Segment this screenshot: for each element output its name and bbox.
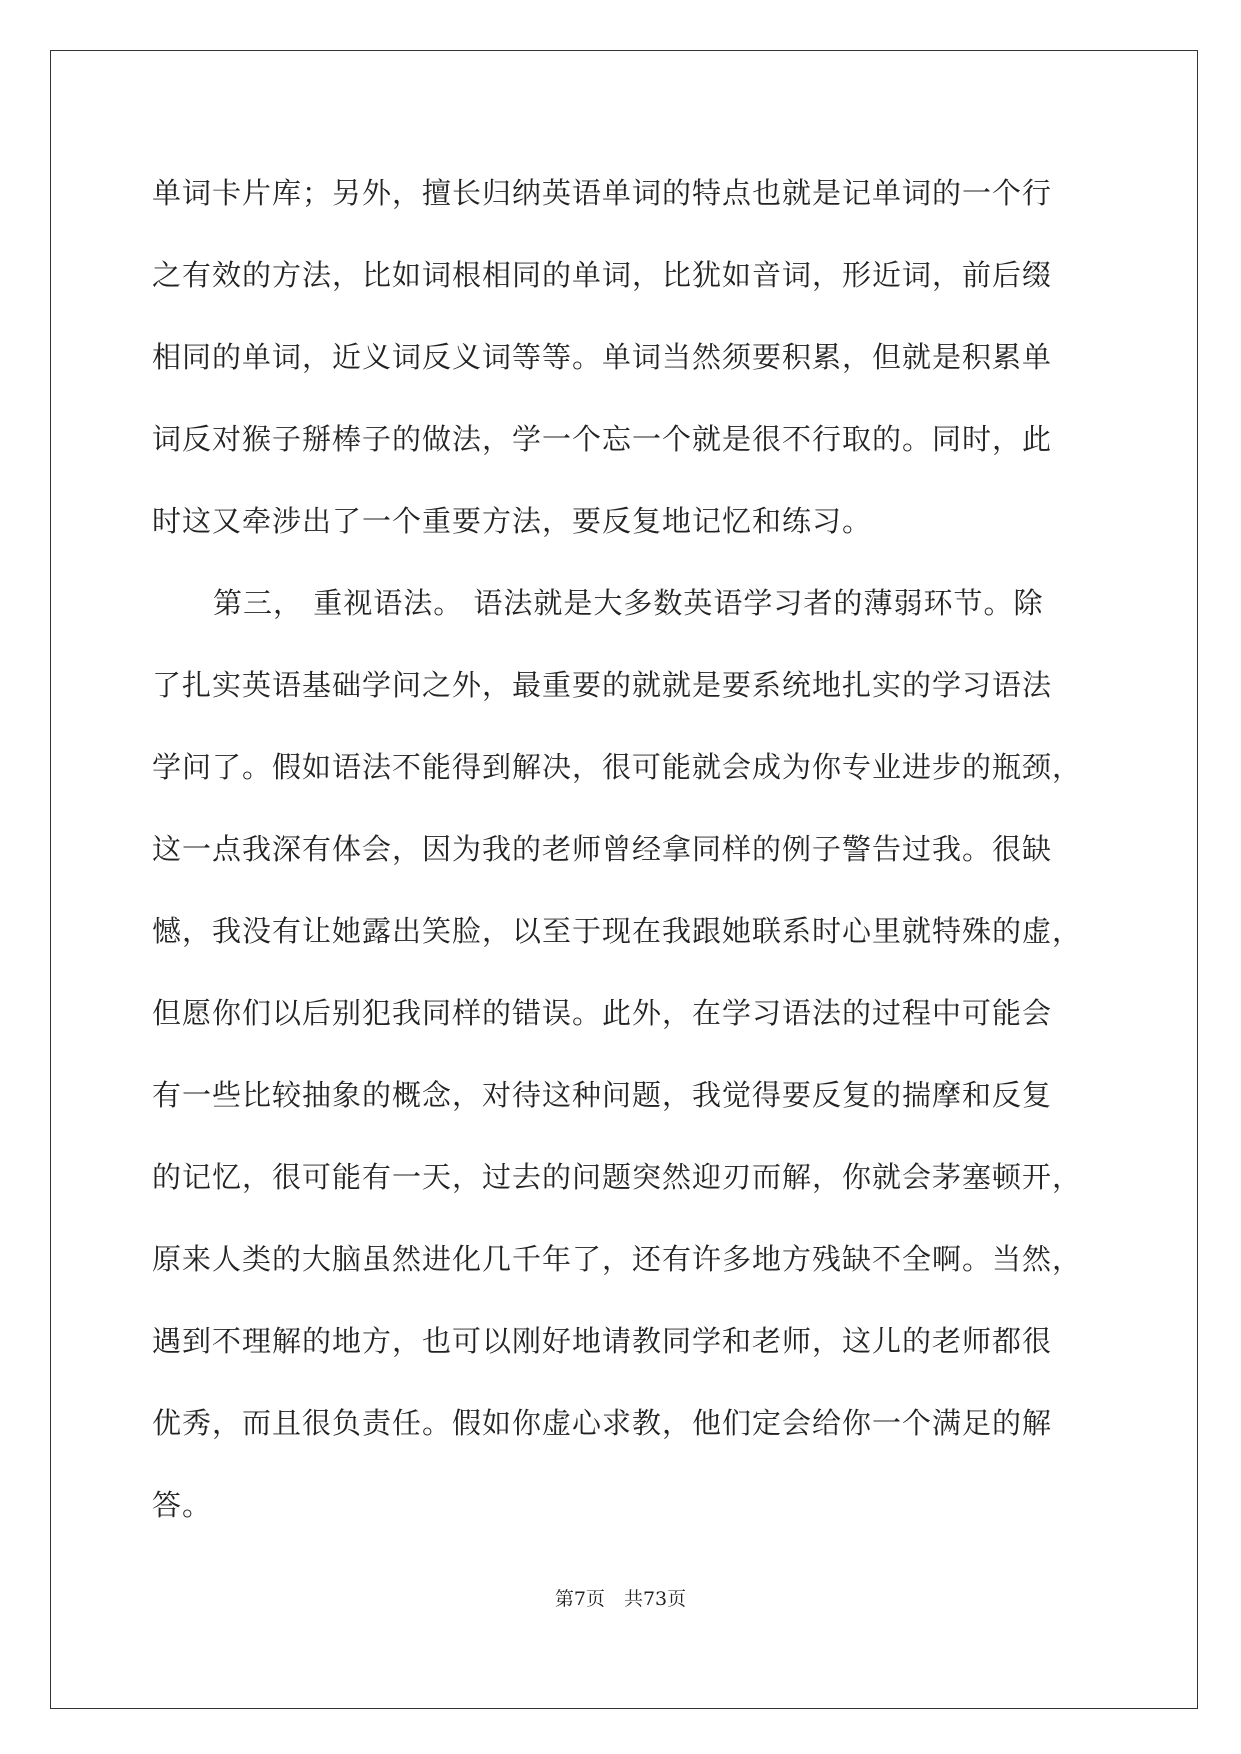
text-line: 单词卡片库；另外，擅长归纳英语单词的特点也就是记单词的一个行: [152, 176, 1053, 210]
text-line: 的记忆，很可能有一天，过去的问题突然迎刃而解，你就会茅塞顿开，: [152, 1160, 1083, 1194]
text-line: 答。: [152, 1488, 213, 1522]
text-line: 这一点我深有体会，因为我的老师曾经拿同样的例子警告过我。很缺: [152, 832, 1053, 866]
text-line: 相同的单词，近义词反义词等等。单词当然须要积累，但就是积累单: [152, 340, 1053, 374]
text-line: 但愿你们以后别犯我同样的错误。此外，在学习语法的过程中可能会: [152, 996, 1053, 1030]
text-line: 词反对猴子掰棒子的做法，学一个忘一个就是很不行取的。同时，此: [152, 422, 1053, 456]
text-line: 憾，我没有让她露出笑脸，以至于现在我跟她联系时心里就特殊的虚，: [152, 914, 1083, 948]
text-line: 遇到不理解的地方，也可以刚好地请教同学和老师，这儿的老师都很: [152, 1324, 1053, 1358]
paragraph-start-line: 第三， 重视语法。 语法就是大多数英语学习者的薄弱环节。除: [213, 586, 1044, 620]
text-line: 原来人类的大脑虽然进化几千年了，还有许多地方残缺不全啊。当然，: [152, 1242, 1083, 1276]
text-line: 优秀，而且很负责任。假如你虚心求教，他们定会给你一个满足的解: [152, 1406, 1053, 1440]
text-line: 了扎实英语基础学问之外，最重要的就就是要系统地扎实的学习语法: [152, 668, 1053, 702]
text-line: 之有效的方法，比如词根相同的单词，比犹如音词，形近词，前后缀: [152, 258, 1053, 292]
text-line: 时这又牵涉出了一个重要方法，要反复地记忆和练习。: [152, 504, 873, 538]
page-number: 第7页 共73页: [554, 1588, 687, 1610]
document-body: [152, 152, 1092, 1546]
text-line: 学问了。假如语法不能得到解决，很可能就会成为你专业进步的瓶颈，: [152, 750, 1083, 784]
text-line: 有一些比较抽象的概念，对待这种问题，我觉得要反复的揣摩和反复: [152, 1078, 1053, 1112]
